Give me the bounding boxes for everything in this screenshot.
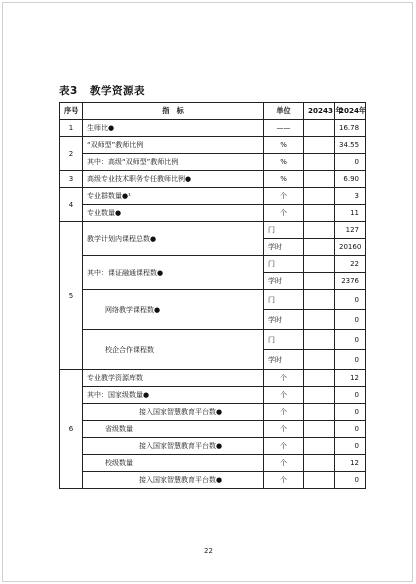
value-2023-cell (304, 438, 335, 455)
value-2024-cell: 0 (335, 154, 366, 171)
value-2023-cell (304, 256, 335, 273)
unit-cell: % (264, 171, 304, 188)
table-row (60, 330, 366, 350)
indicator-cell: 专业数量● (83, 205, 264, 222)
header-year-2023: 20243 年 (304, 103, 335, 120)
document-page (2, 2, 413, 582)
unit-cell: 个 (264, 438, 304, 455)
unit-cell: 个 (264, 387, 304, 404)
indicator-cell: 校企合作课程数 (83, 330, 264, 370)
value-2024-cell: 0 (335, 387, 366, 404)
value-2023-cell (304, 273, 335, 290)
table-row (60, 387, 366, 404)
table-caption (59, 83, 145, 98)
indicator-cell: 校级数量 (83, 455, 264, 472)
value-2024-cell: 16.78 (335, 120, 366, 137)
value-2024-cell: 0 (335, 350, 366, 370)
unit-cell: % (264, 154, 304, 171)
table-row (60, 171, 366, 188)
table-row (60, 137, 366, 154)
indicator-cell: 专业教学资源库数 (83, 370, 264, 387)
header-seq: 序号 (60, 103, 83, 120)
table-row (60, 438, 366, 455)
seq-cell: 1 (60, 120, 83, 137)
value-2024-cell: 0 (335, 290, 366, 310)
value-2023-cell (304, 239, 335, 256)
value-2024-cell: 0 (335, 330, 366, 350)
unit-cell: 学时 (264, 310, 304, 330)
value-2024-cell: 0 (335, 472, 366, 489)
unit-cell: 学时 (264, 350, 304, 370)
header-year-2024: 2024年 (335, 103, 366, 120)
value-2023-cell (304, 171, 335, 188)
unit-cell: 个 (264, 472, 304, 489)
unit-cell: 门 (264, 330, 304, 350)
indicator-cell: 其中：高级“双师型”教师比例 (83, 154, 264, 171)
value-2023-cell (304, 120, 335, 137)
indicator-cell: 生师比● (83, 120, 264, 137)
table-row (60, 154, 366, 171)
value-2023-cell (304, 205, 335, 222)
seq-cell: 6 (60, 370, 83, 489)
value-2023-cell (304, 455, 335, 472)
indicator-cell: “双师型”教师比例 (83, 137, 264, 154)
table-row (60, 421, 366, 438)
table-row (60, 222, 366, 239)
table-number: 表3 (59, 85, 78, 97)
value-2024-cell: 11 (335, 205, 366, 222)
unit-cell: 个 (264, 188, 304, 205)
teaching-resources-table (59, 102, 366, 489)
unit-cell: 个 (264, 455, 304, 472)
unit-cell: 个 (264, 421, 304, 438)
indicator-cell: 高级专业技术职务专任教师比例● (83, 171, 264, 188)
indicator-cell: 其中：课证融通课程数● (83, 256, 264, 290)
value-2024-cell: 0 (335, 404, 366, 421)
seq-cell: 5 (60, 222, 83, 370)
value-2024-cell: 34.55 (335, 137, 366, 154)
indicator-cell: 网络教学课程数● (83, 290, 264, 330)
indicator-cell: 教学计划内课程总数● (83, 222, 264, 256)
unit-cell: 门 (264, 256, 304, 273)
value-2023-cell (304, 370, 335, 387)
value-2023-cell (304, 154, 335, 171)
table-title: 教学资源表 (89, 85, 145, 97)
indicator-cell: 专业群数量●¹ (83, 188, 264, 205)
value-2024-cell: 22 (335, 256, 366, 273)
seq-cell: 3 (60, 171, 83, 188)
unit-cell: 个 (264, 370, 304, 387)
table-row (60, 404, 366, 421)
indicator-cell: 省级数量 (83, 421, 264, 438)
value-2024-cell: 0 (335, 421, 366, 438)
value-2024-cell: 3 (335, 188, 366, 205)
value-2023-cell (304, 137, 335, 154)
page-number: 22 (204, 547, 213, 555)
table-row (60, 290, 366, 310)
unit-cell: 门 (264, 290, 304, 310)
value-2023-cell (304, 222, 335, 239)
value-2024-cell: 0 (335, 438, 366, 455)
value-2023-cell (304, 387, 335, 404)
value-2024-cell: 0 (335, 310, 366, 330)
value-2023-cell (304, 330, 335, 350)
value-2023-cell (304, 188, 335, 205)
unit-cell: 学时 (264, 273, 304, 290)
value-2023-cell (304, 421, 335, 438)
table-row (60, 455, 366, 472)
table-row (60, 188, 366, 205)
value-2024-cell: 6.90 (335, 171, 366, 188)
seq-cell: 2 (60, 137, 83, 171)
unit-cell: % (264, 137, 304, 154)
header-indicator: 指 标 (83, 103, 264, 120)
table-row (60, 205, 366, 222)
header-unit: 单位 (264, 103, 304, 120)
indicator-cell: 接入国家智慧教育平台数● (83, 438, 264, 455)
value-2024-cell: 127 (335, 222, 366, 239)
table-row (60, 120, 366, 137)
value-2023-cell (304, 472, 335, 489)
indicator-cell: 接入国家智慧教育平台数● (83, 404, 264, 421)
indicator-cell: 其中：国家级数量● (83, 387, 264, 404)
table-header-row (60, 103, 366, 120)
value-2024-cell: 12 (335, 370, 366, 387)
value-2023-cell (304, 404, 335, 421)
unit-cell: 门 (264, 222, 304, 239)
value-2023-cell (304, 310, 335, 330)
value-2023-cell (304, 290, 335, 310)
value-2024-cell: 12 (335, 455, 366, 472)
unit-cell: 个 (264, 404, 304, 421)
table-row (60, 370, 366, 387)
value-2024-cell: 20160 (335, 239, 366, 256)
unit-cell: 个 (264, 205, 304, 222)
unit-cell: —— (264, 120, 304, 137)
value-2023-cell (304, 350, 335, 370)
unit-cell: 学时 (264, 239, 304, 256)
table-row (60, 256, 366, 273)
value-2024-cell: 2376 (335, 273, 366, 290)
table-row (60, 472, 366, 489)
seq-cell: 4 (60, 188, 83, 222)
indicator-cell: 接入国家智慧教育平台数● (83, 472, 264, 489)
